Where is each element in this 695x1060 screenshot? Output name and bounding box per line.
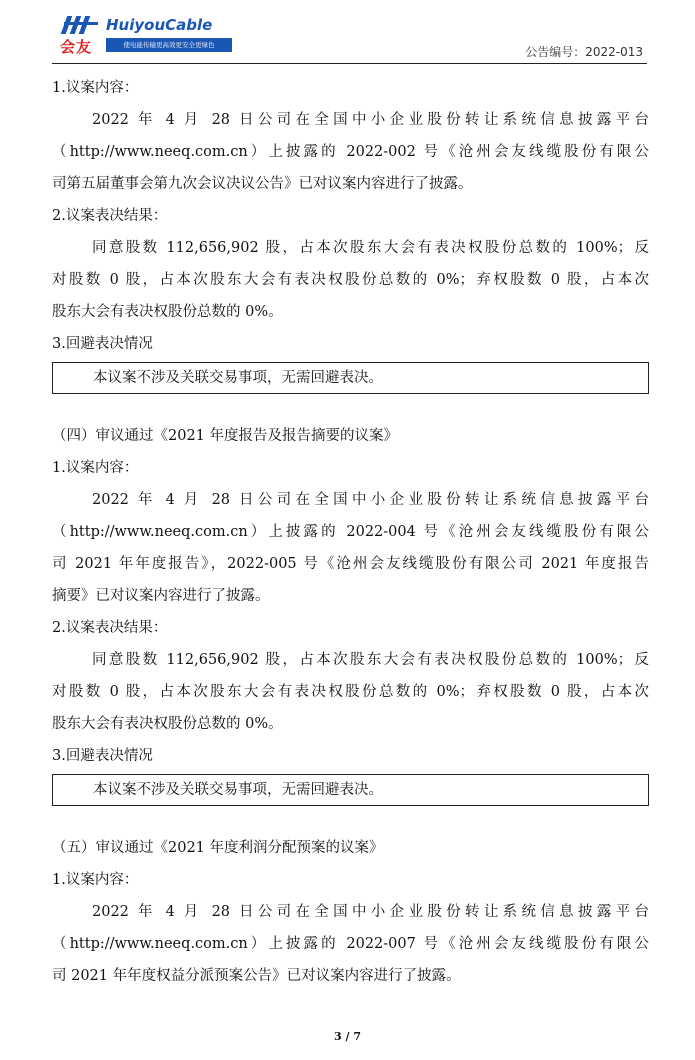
paragraph-line: 对股数 0 股，占本次股东大会有表决权股份总数的 0%；弃权股数 0 股，占本次 xyxy=(52,684,649,700)
paragraph-line: 1.议案内容： xyxy=(52,80,139,96)
paragraph-line: 1.议案内容： xyxy=(52,872,139,888)
paragraph-line: 股东大会有表决权股份总数的 0%。 xyxy=(52,304,283,320)
paragraph-line: 同意股数 112,656,902 股，占本次股东大会有表决权股份总数的 100%；反 xyxy=(92,652,649,668)
paragraph-line: 3.回避表决情况 xyxy=(52,748,153,764)
page-header xyxy=(0,0,695,62)
paragraph-line: 2022 年 4 月 28 日公司在全国中小企业股份转让系统信息披露平台 xyxy=(92,492,649,508)
recusal-note-box: 本议案不涉及关联交易事项，无需回避表决。 xyxy=(52,362,649,394)
paragraph-line: 2022 年 4 月 28 日公司在全国中小企业股份转让系统信息披露平台 xyxy=(92,112,649,128)
paragraph-line: 摘要》已对议案内容进行了披露。 xyxy=(52,588,270,604)
paragraph-line: 1.议案内容： xyxy=(52,460,139,476)
paragraph-line: （http://www.neeq.com.cn）上披露的 2022-002 号《沧州会友线缆股份有限公 xyxy=(52,144,649,160)
paragraph-line: 股东大会有表决权股份总数的 0%。 xyxy=(52,716,283,732)
paragraph-line: 对股数 0 股，占本次股东大会有表决权股份总数的 0%；弃权股数 0 股，占本次 xyxy=(52,272,649,288)
section-spacer xyxy=(52,808,649,832)
paragraph-line: 2.议案表决结果： xyxy=(52,208,168,224)
paragraph-line: 司第五届董事会第九次会议决议公告》已对议案内容进行了披露。 xyxy=(52,176,473,192)
paragraph-line: （http://www.neeq.com.cn）上披露的 2022-007 号《沧州会友线缆股份有限公 xyxy=(52,936,649,952)
section-spacer xyxy=(52,396,649,420)
paragraph-line: 司 2021 年年度报告》，2022-005 号《沧州会友线缆股份有限公司 2021 年度报告 xyxy=(52,556,649,572)
paragraph-line: 司 2021 年年度权益分派预案公告》已对议案内容进行了披露。 xyxy=(52,968,461,984)
logo-tagline: 使电能传输更高效更安全更绿色 xyxy=(106,38,232,52)
paragraph-line: 2022 年 4 月 28 日公司在全国中小企业股份转让系统信息披露平台 xyxy=(92,904,649,920)
company-logo xyxy=(60,14,220,54)
header-divider xyxy=(52,63,647,64)
paragraph-line: （四）审议通过《2021 年度报告及报告摘要的议案》 xyxy=(52,428,399,444)
paragraph-line: 2.议案表决结果： xyxy=(52,620,168,636)
notice-number: 公告编号：2022-013 xyxy=(525,45,643,59)
paragraph-line: （http://www.neeq.com.cn）上披露的 2022-004 号《沧州会友线缆股份有限公 xyxy=(52,524,649,540)
paragraph-line: 3.回避表决情况 xyxy=(52,336,153,352)
logo-chinese-text: 会友 xyxy=(60,38,93,56)
recusal-note-box: 本议案不涉及关联交易事项，无需回避表决。 xyxy=(52,774,649,806)
document-body xyxy=(52,72,649,992)
page-number: 3 / 7 xyxy=(334,1030,361,1043)
paragraph-line: （五）审议通过《2021 年度利润分配预案的议案》 xyxy=(52,840,384,856)
paragraph-line: 同意股数 112,656,902 股，占本次股东大会有表决权股份总数的 100%；反 xyxy=(92,240,649,256)
logo-english-text: HuiyouCable xyxy=(106,16,213,34)
